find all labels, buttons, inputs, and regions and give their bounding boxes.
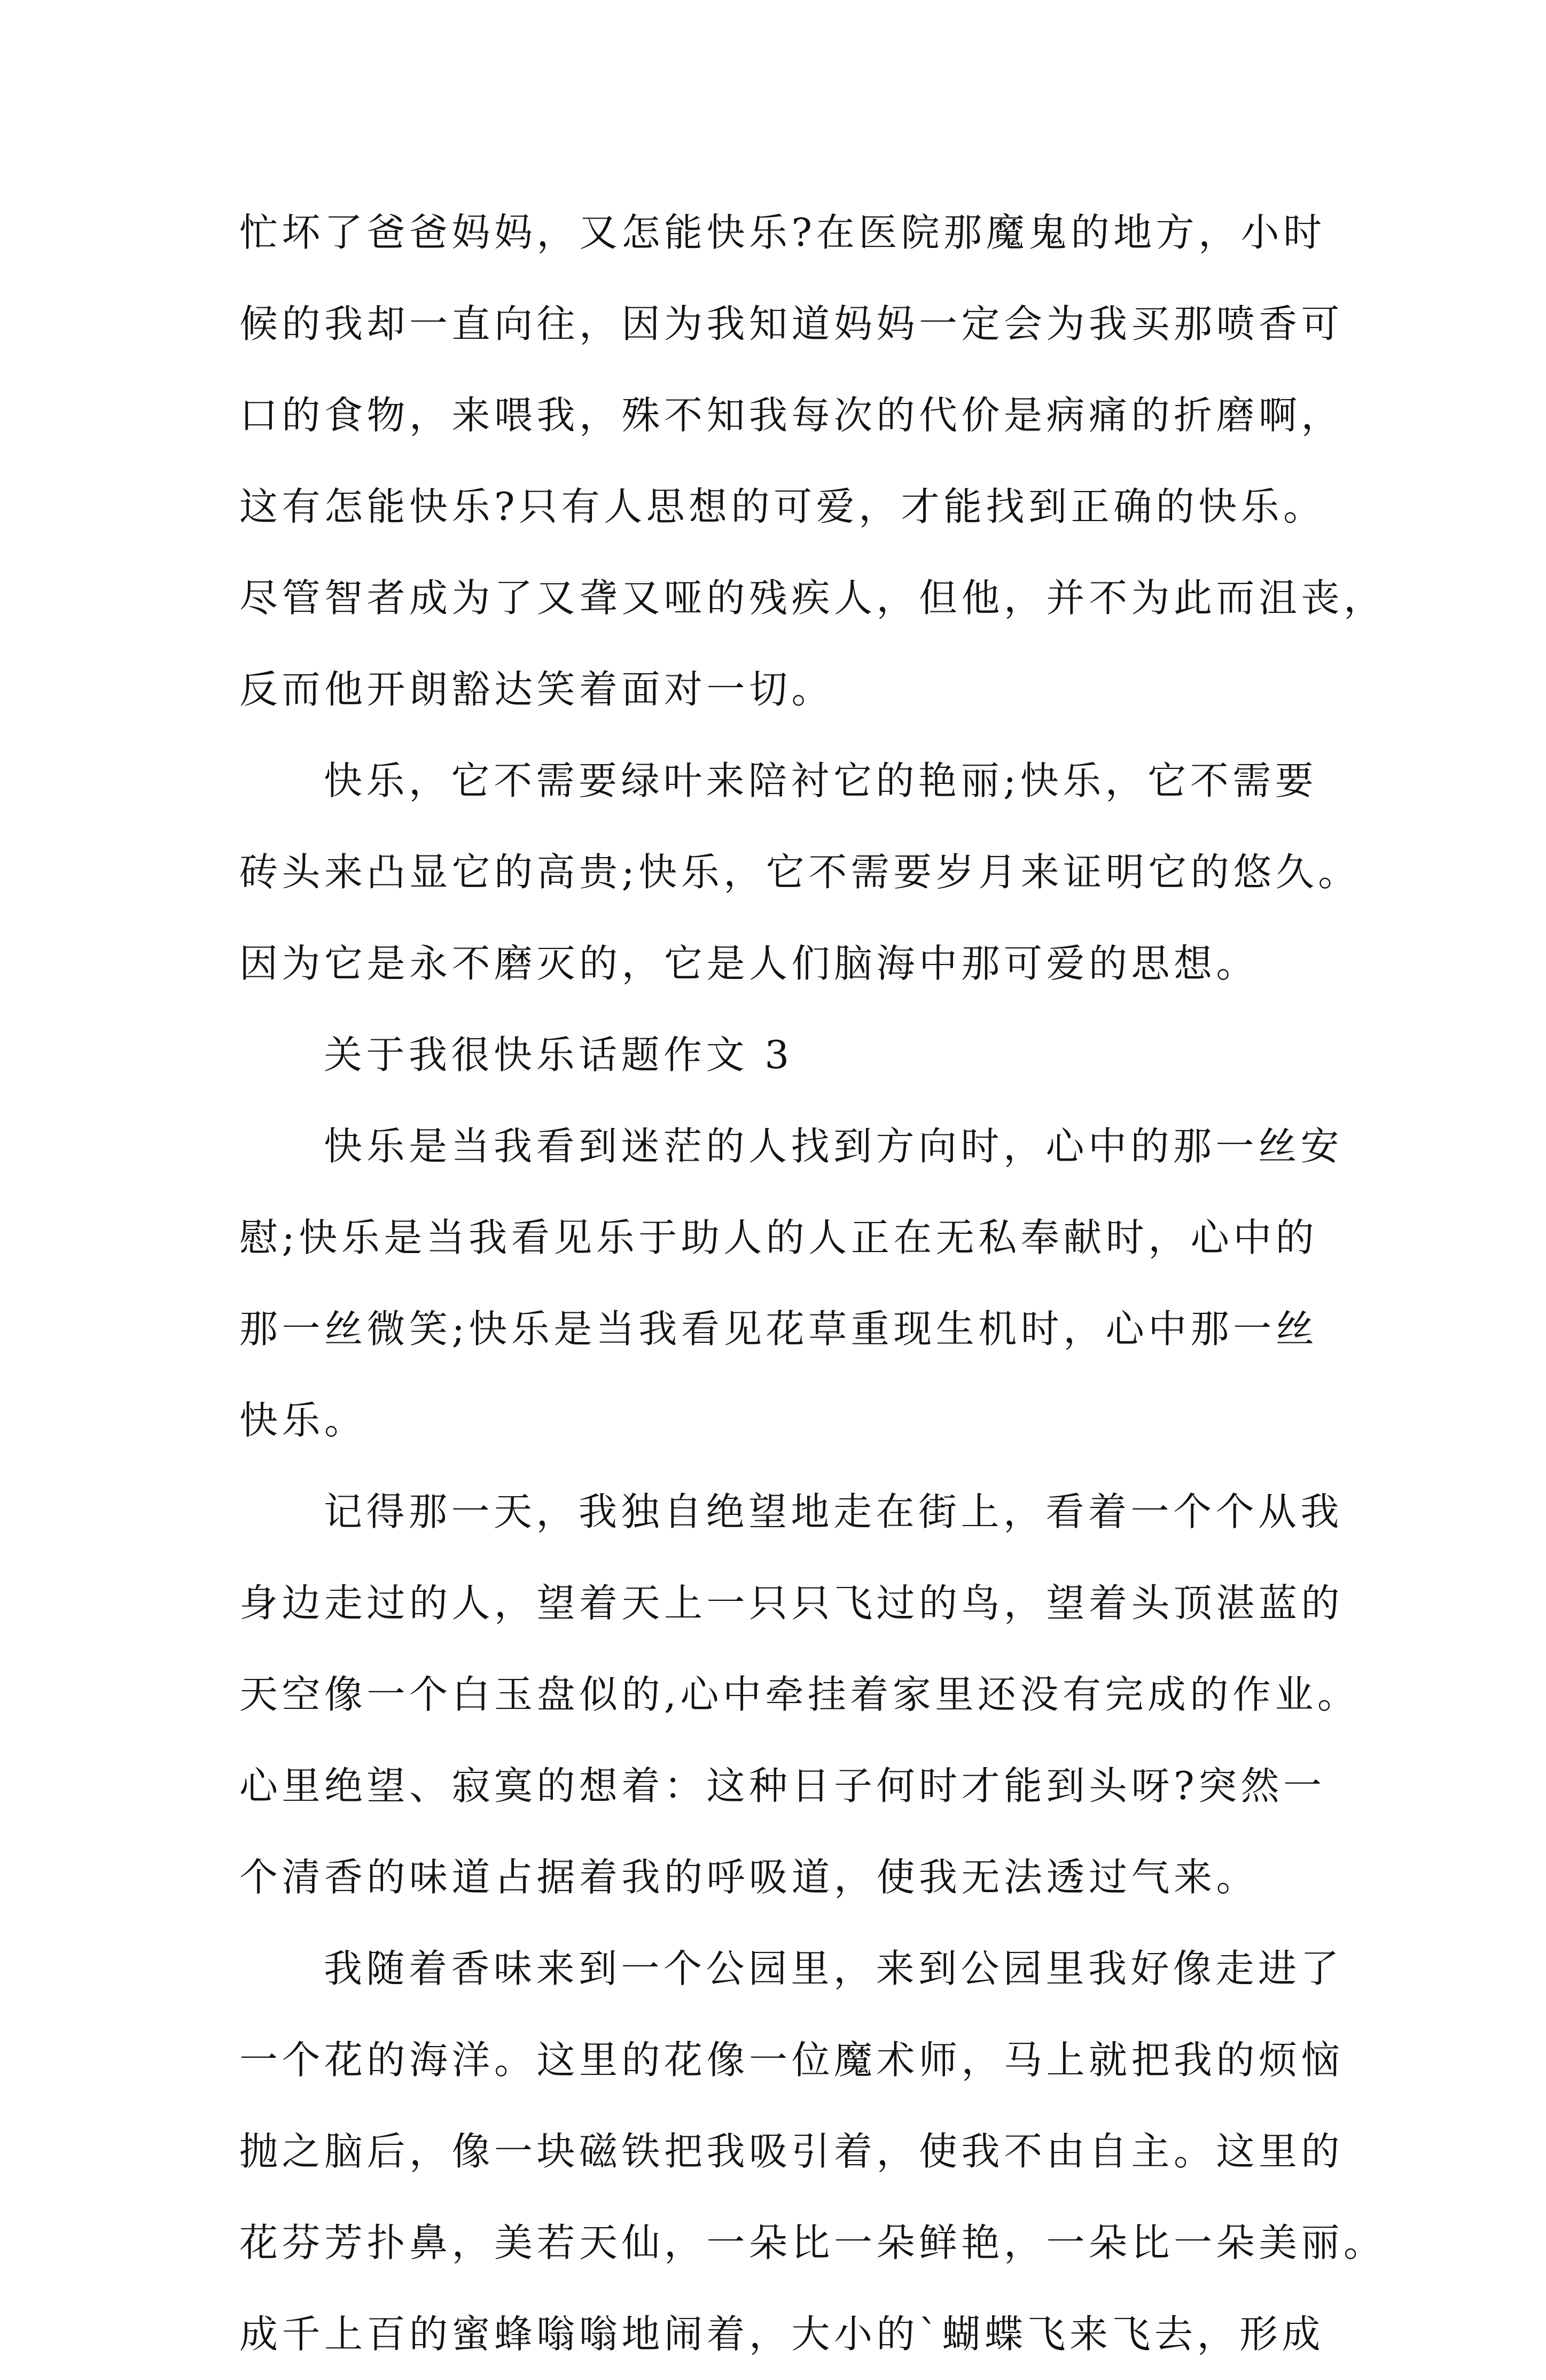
document-body xyxy=(239,187,1386,2380)
text-line: 个清香的味道占据着我的呼吸道，使我无法透过气来。 xyxy=(239,1855,1259,1900)
text-line: 抛之脑后，像一块磁铁把我吸引着，使我不由自主。这里的 xyxy=(239,2129,1344,2174)
text-line: 快乐。 xyxy=(239,1398,367,1443)
text-line: 那一丝微笑;快乐是当我看见花草重现生机时，心中那一丝 xyxy=(239,1306,1318,1351)
text-line: 一个花的海洋。这里的花像一位魔术师，马上就把我的烦恼 xyxy=(239,2037,1344,2082)
text-line: 成千上百的蜜蜂嗡嗡地闹着，大小的`蝴蝶飞来飞去，形成 xyxy=(239,2312,1325,2356)
text-line: 慰;快乐是当我看见乐于助人的人正在无私奉献时，心中的 xyxy=(239,1215,1318,1260)
text-line: 尽管智者成为了又聋又哑的残疾人，但他，并不为此而沮丧， xyxy=(239,575,1386,620)
text-line: 候的我却一直向往，因为我知道妈妈一定会为我买那喷香可 xyxy=(239,301,1344,346)
text-line: 忙坏了爸爸妈妈，又怎能快乐?在医院那魔鬼的地方，小时 xyxy=(239,210,1326,255)
text-line: 口的食物，来喂我，殊不知我每次的代价是病痛的折磨啊， xyxy=(239,393,1344,438)
text-line: 花芬芳扑鼻，美若天仙，一朵比一朵鲜艳，一朵比一朵美丽。 xyxy=(239,2220,1386,2265)
text-line: 这有怎能快乐?只有人思想的可爱，才能找到正确的快乐。 xyxy=(239,484,1326,529)
text-line: 砖头来凸显它的高贵;快乐，它不需要岁月来证明它的悠久。 xyxy=(239,850,1361,895)
paragraph-first-line: 快乐，它不需要绿叶来陪衬它的艳丽;快乐，它不需要 xyxy=(324,758,1318,803)
paragraph-first-line: 记得那一天，我独自绝望地走在街上，看着一个个从我 xyxy=(324,1489,1344,1534)
section-heading: 关于我很快乐话题作文 3 xyxy=(324,1032,793,1077)
text-line: 天空像一个白玉盘似的,心中牵挂着家里还没有完成的作业。 xyxy=(239,1672,1360,1717)
text-line: 身边走过的人，望着天上一只只飞过的鸟，望着头顶湛蓝的 xyxy=(239,1581,1344,1625)
text-line: 心里绝望、寂寞的想着：这种日子何时才能到头呀?突然一 xyxy=(239,1763,1326,1808)
text-line: 因为它是永不磨灭的，它是人们脑海中那可爱的思想。 xyxy=(239,941,1259,986)
text-line: 反而他开朗豁达笑着面对一切。 xyxy=(239,667,834,712)
paragraph-first-line: 快乐是当我看到迷茫的人找到方向时，心中的那一丝安 xyxy=(324,1124,1344,1169)
paragraph-first-line: 我随着香味来到一个公园里，来到公园里我好像走进了 xyxy=(324,1946,1344,1991)
